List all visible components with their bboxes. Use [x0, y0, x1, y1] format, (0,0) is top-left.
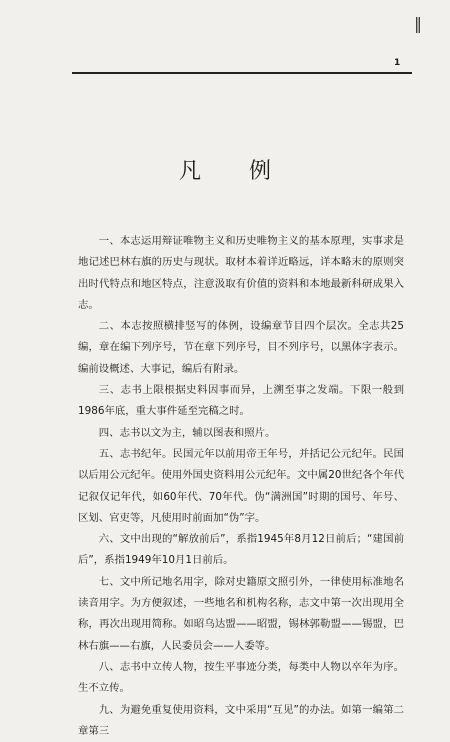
- paragraph-6: 六、文中出现的“解放前后”，系指1945年8月12日前后；“建国前后”，系指1949年10月1日前后。: [78, 533, 404, 567]
- paragraph-2: 二、本志按照横排竖写的体例，设编章节目四个层次。全志共25编，章在编下列序号，节在章下列序号，目不列序号，以黑体字表示。编前设概述、大事记，编后有附录。: [78, 320, 404, 375]
- paragraph-5: 五、志书纪年。民国元年以前用帝王年号，并括记公元纪年。民国以后用公元纪年。使用外国史资料用公元纪年。文中属20世纪各个年代记叙仅记年代，如60年代、70年代。伪“满洲国”时期的国号、年号、区划、官吏等，凡使用时前面加“伪”字。: [78, 447, 404, 524]
- paragraph-8: 八、志书中立传人物，按生平事迹分类，每类中人物以卒年为序。生不立传。: [78, 660, 404, 695]
- paragraph-7: 七、文中所记地名用字，除对史籍原文照引外，一律使用标准地名读音用字。为方便叙述，一些地名和机构名称，志文中第一次出现用全称，再次出现用简称。如昭乌达盟——昭盟，锡林郭勒盟——锡盟，巴林右旗——右旗，人民委员会——人委等。: [78, 575, 404, 652]
- page-number: 1: [394, 58, 401, 68]
- paragraph-9: 九、为避免重复使用资料，文中采用“互见”的办法。如第一编第二章第三: [78, 703, 404, 737]
- body-text: [78, 231, 404, 742]
- paragraph-4: 四、志书以文为主，辅以图表和照片。: [98, 426, 276, 439]
- handwritten-corner-mark: ‖: [414, 14, 423, 33]
- header-rule: [72, 72, 412, 74]
- paragraph-3: 三、志书上限根据史料因事而异，上溯至事之发端。下限一般到1986年底，重大事件延至完稿之时。: [78, 384, 404, 418]
- paragraph-1: 一、本志运用辩证唯物主义和历史唯物主义的基本原理，实事求是地记述巴林右旗的历史与现状。取材本着详近略远，详本略末的原则突出时代特点和地区特点，注意汲取有价值的资料和本地最新科研成果入志。: [78, 235, 404, 311]
- page-title: 凡例: [178, 159, 319, 184]
